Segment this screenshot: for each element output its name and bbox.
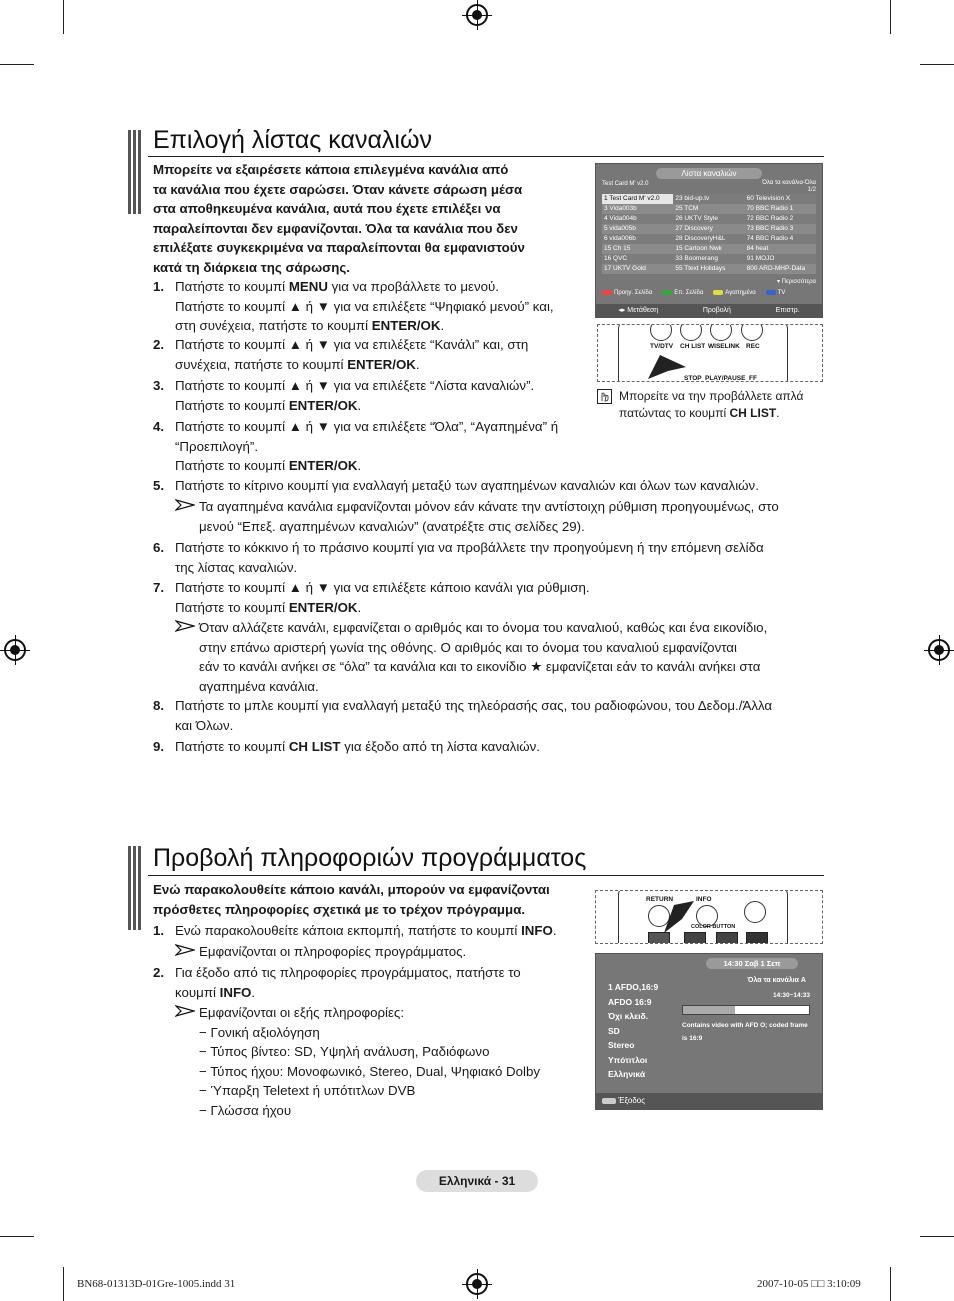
print-slug-right: 2007-10-05 □□ 3:10:09 — [757, 1278, 861, 1290]
note-arrow-icon — [175, 1005, 195, 1017]
key-name: ENTER/OK — [288, 397, 358, 413]
pointing-finger-icon — [660, 897, 700, 937]
step-number: 9. — [153, 739, 165, 754]
osd-title: Λίστα καναλιών — [656, 168, 762, 179]
remote-control-illustration — [595, 890, 823, 944]
info-list-item: − Τύπος ήχου: Μονοφωνικό, Stereo, Dual, Ψηφιακό Dolby — [199, 1063, 541, 1079]
section-rule — [148, 875, 824, 876]
channel-cell: 73 BBC Radio 3 — [745, 224, 816, 234]
channel-cell: 27 Discovery — [673, 224, 744, 234]
channel-cell: 55 Ttext Holidays — [673, 264, 744, 274]
section-marker — [128, 846, 142, 930]
note-2 — [175, 1003, 595, 1120]
step-number: 4. — [153, 419, 165, 434]
info-line: 1 AFDO,16:9 — [608, 982, 659, 992]
step-2 — [153, 963, 593, 1002]
crop-mark — [920, 1236, 954, 1237]
channel-cell: 5 vida005b — [602, 224, 673, 234]
step-text: Πατήστε το κουμπί — [175, 458, 289, 473]
step-text: Πατήστε το κίτρινο κουμπί για εναλλαγή μεταξύ των αγαπημένων καναλιών και όλων των καναλιών. — [175, 478, 759, 493]
note-1 — [175, 942, 595, 962]
key-name: INFO — [521, 923, 553, 938]
intro-line: τα κανάλια που έχετε σαρώσει. Όταν κάνετε σάρωση μέσα — [153, 181, 523, 197]
channel-cell: 33 Boomerang — [673, 254, 744, 264]
step-text: κουμπί — [175, 984, 220, 1000]
channel-cell: 72 BBC Radio 2 — [745, 214, 816, 224]
osd-legend — [602, 290, 816, 296]
tip-text: πατώντας το κουμπί — [619, 406, 730, 420]
remote-label: REC — [746, 343, 760, 350]
legend-item — [713, 290, 755, 296]
info-line: SD — [608, 1025, 620, 1036]
crop-mark — [920, 64, 954, 65]
intro-line: πρόσθετες πληροφορίες σχετικά με το τρέχον πρόγραμμα. — [153, 901, 526, 917]
osd-description — [682, 1019, 808, 1045]
osd-more: ▾ Περισσότερα — [776, 279, 816, 285]
step-text: Πατήστε το μπλε κουμπί για εναλλαγή μεταξύ της τηλεόρασής σας, του ραδιοφώνου, του Δεδομ./Άλλα — [175, 698, 773, 713]
legend-item — [766, 290, 786, 296]
registration-mark-icon — [466, 4, 488, 26]
step-1 — [153, 921, 593, 941]
tip-box — [597, 388, 827, 422]
color-button-blue — [746, 932, 768, 944]
step-text: Ενώ παρακολουθείτε κάποια εκπομπή, πατήστε το κουμπί — [175, 923, 522, 938]
channel-cell: 3 Vida003b — [602, 204, 673, 214]
step-text: Για έξοδο από τις πληροφορίες προγράμματος, πατήστε το — [175, 965, 521, 980]
registration-mark-icon — [4, 639, 26, 661]
info-line: Υπότιτλοι — [608, 1054, 648, 1065]
step-text: . — [415, 356, 420, 372]
info-list-item: − Γλώσσα ήχου — [199, 1102, 292, 1118]
osd-footer-item: ◂▸ Μετάθεση — [618, 307, 659, 314]
legend-label: TV — [777, 290, 786, 297]
channel-grid — [602, 194, 816, 274]
remote-control-illustration — [597, 324, 823, 382]
remote-label: TV/DTV — [650, 343, 674, 350]
key-name: ENTER/OK — [347, 356, 416, 372]
step-text: Πατήστε το κουμπί ▲ ή ▼ για να επιλέξετε “Ψηφιακό μενού” και, — [175, 298, 554, 314]
remote-label: FF — [749, 375, 757, 382]
step-number: 2. — [153, 965, 165, 980]
osd-footer-item: Επιστρ. — [775, 307, 800, 314]
remote-label: INFO — [696, 896, 712, 903]
program-info-osd — [595, 953, 823, 1110]
program-progress-fill — [683, 1006, 735, 1014]
step-text: συνέχεια, πατήστε το κουμπί — [175, 356, 348, 372]
channel-cell: 60 Television X — [745, 194, 816, 204]
step-text: . — [251, 984, 256, 1000]
channel-row[interactable] — [602, 254, 816, 264]
step-text: “Προεπιλογή”. — [175, 438, 259, 454]
channel-row[interactable] — [602, 264, 816, 274]
step-text: της λίστας καναλιών. — [175, 559, 298, 575]
note-text: Όταν αλλάζετε κανάλι, εμφανίζεται ο αριθμός και το όνομα του καναλιού, καθώς και ένα εικονίδιο, — [199, 620, 768, 635]
step-text: Πατήστε το κουμπί ▲ ή ▼ για να επιλέξετε “Λίστα καναλιών”. — [175, 378, 535, 393]
step-text: Πατήστε το κόκκινο ή το πράσινο κουμπί για να προβάλλετε την προηγούμενη ή την επόμενη σελίδα — [175, 540, 764, 555]
step-text: . — [357, 599, 362, 615]
step-number: 3. — [153, 378, 165, 393]
color-button-yellow — [716, 932, 738, 944]
step-text: . — [357, 397, 362, 413]
channel-cell: 15 Cartoon Nwk — [673, 244, 744, 254]
info-list-item: − Τύπος βίντεο: SD, Υψηλή ανάλυση, Ραδιόφωνο — [199, 1044, 490, 1059]
channel-row[interactable] — [602, 214, 816, 224]
step-text: Πατήστε το κουμπί ▲ ή ▼ για να επιλέξετε “Κανάλι” και, στη — [175, 337, 529, 352]
intro-line: επιλέξατε συγκεκριμένα να παραλείπονται θα εμφανιστούν — [153, 240, 525, 255]
info-line: Όχι κλειδ. — [608, 1011, 649, 1021]
page-number-badge: Ελληνικά - 31 — [416, 1170, 538, 1192]
step-2 — [153, 335, 593, 374]
channel-row[interactable] — [602, 224, 816, 234]
channel-row[interactable] — [602, 234, 816, 244]
step-6 — [153, 538, 833, 577]
step-number: 1. — [153, 923, 165, 938]
step-text: και Όλων. — [175, 717, 234, 733]
section-title-program-info: Προβολή πληροφοριών προγράμματος — [153, 844, 587, 872]
step-text: Πατήστε το κουμπί — [175, 397, 289, 413]
key-name: CH LIST — [729, 406, 777, 420]
remote-label: WISELINK — [708, 343, 740, 350]
note-text: μενού “Επεξ. αγαπημένων καναλιών” (ανατρέξτε στις σελίδες 29). — [199, 518, 585, 534]
note-text: Εμφανίζονται οι πληροφορίες προγράμματος. — [199, 944, 467, 959]
legend-label: Επ. Σελίδα — [674, 290, 704, 297]
remote-label: PLAY/PAUSE — [705, 375, 746, 382]
channel-cell: 91 MOJO — [745, 254, 816, 264]
crop-mark — [0, 1236, 34, 1237]
step-text: . — [357, 458, 362, 473]
tip-text: . — [776, 406, 780, 420]
channel-cell: 84 heat — [745, 244, 816, 254]
legend-label: Αγαπημένα — [725, 290, 756, 297]
note-text: Εμφανίζονται οι εξής πληροφορίες: — [199, 1005, 405, 1020]
channel-cell: 15 Ch 15 — [602, 244, 673, 254]
logo-button — [744, 901, 766, 923]
step-text: στη συνέχεια, πατήστε το κουμπί — [175, 318, 372, 333]
step-text: . — [552, 923, 557, 938]
osd-channels: Όλα τα κανάλια A — [747, 977, 806, 984]
channel-cell: 28 DiscoveryH&L — [673, 234, 744, 244]
remote-label: RETURN — [646, 896, 674, 903]
step-number: 2. — [153, 337, 165, 352]
registration-mark-icon — [928, 639, 950, 661]
remote-label: COLOR BUTTON — [691, 924, 736, 930]
osd-left-header: Test Card M' v2.0 — [602, 181, 649, 187]
exit-button-icon — [602, 1098, 616, 1104]
step-text: Πατήστε το κουμπί — [175, 599, 289, 615]
info-line: Stereo — [608, 1040, 635, 1050]
channel-cell: 6 vida006b — [602, 234, 673, 244]
intro-line: κατά τη διάρκεια της σάρωσης. — [153, 259, 350, 275]
channel-row[interactable] — [602, 194, 816, 204]
note-arrow-icon — [175, 499, 195, 511]
legend-item — [662, 290, 703, 296]
channel-list-osd — [595, 163, 823, 318]
note-7 — [175, 618, 835, 696]
osd-more-label: Περισσότερα — [781, 279, 816, 285]
note-text: εάν το κανάλι ανήκει σε “όλα” τα κανάλια και το εικονίδιο ★ εμφανίζεται εάν το κανάλι ανήκει στα — [199, 659, 761, 674]
registration-mark-icon — [466, 1273, 488, 1295]
key-name: ENTER/OK — [371, 318, 441, 333]
step-1 — [153, 277, 593, 336]
key-name: CH LIST — [288, 739, 341, 754]
intro-line: Ενώ παρακολουθείτε κάποιο κανάλι, μπορούν να εμφανίζονται — [153, 882, 550, 897]
intro-line: στα αποθηκευμένα κανάλια, αυτά που έχετε επιλέξει να — [153, 201, 501, 216]
intro-line: Μπορείτε να εξαιρέσετε κάποια επιλεγμένα κανάλια από — [153, 162, 509, 177]
channel-cell: 25 TCM — [673, 204, 744, 214]
intro-line: παραλείπονται δεν εμφανίζονται. Όλα τα κανάλια που δεν — [153, 220, 518, 236]
step-text: Πατήστε το κουμπί ▲ ή ▼ για να επιλέξετε “Όλα”, “Αγαπημένα” ή — [175, 419, 559, 434]
info-list-item: − Ύπαρξη Teletext ή υπότιτλων DVB — [199, 1083, 416, 1098]
channel-cell: 16 QVC — [602, 254, 673, 264]
osd-exit-bar — [596, 1093, 822, 1109]
exit-label: Έξοδος — [618, 1096, 646, 1105]
crop-mark — [0, 64, 34, 65]
section-marker — [128, 130, 142, 214]
key-name: ENTER/OK — [288, 458, 358, 473]
key-name: INFO — [219, 984, 252, 1000]
remote-label: CH LIST — [680, 343, 706, 350]
channel-cell: 70 BBC Radio 1 — [745, 204, 816, 214]
desc-line: Contains video with AFD O; coded frame — [682, 1022, 808, 1029]
step-9 — [153, 737, 833, 757]
section-rule — [148, 156, 824, 157]
note-5 — [175, 497, 835, 536]
step-5 — [153, 476, 833, 496]
info-list-item: − Γονική αξιολόγηση — [199, 1024, 320, 1040]
note-text: Τα αγαπημένα κανάλια εμφανίζονται μόνον εάν κάνατε την αντίστοιχη ρύθμιση προηγουμένως, στο — [199, 499, 779, 514]
note-arrow-icon — [175, 944, 195, 956]
channel-row[interactable] — [602, 244, 816, 254]
crop-mark — [890, 1267, 891, 1301]
key-name: MENU — [288, 279, 328, 294]
note-arrow-icon — [175, 620, 195, 632]
osd-info-lines — [608, 980, 658, 1082]
osd-footer — [596, 304, 822, 317]
channel-cell: 26 UKTV Style — [673, 214, 744, 224]
program-progress-bar — [682, 1005, 810, 1015]
osd-clock: 14:30 Σαβ 1 Σεπ — [706, 958, 798, 969]
channel-cell: 4 Vida004b — [602, 214, 673, 224]
step-text: Πατήστε το κουμπί — [175, 739, 289, 754]
print-slug-left: BN68-01313D-01Gre-1005.indd 31 — [77, 1278, 236, 1290]
intro-text — [153, 880, 593, 919]
step-number: 7. — [153, 580, 165, 595]
hand-note-icon — [597, 389, 612, 404]
channel-cell: 17 UKTV Gold — [602, 264, 673, 274]
step-text: . — [440, 318, 445, 333]
crop-mark — [63, 1267, 64, 1301]
legend-label: Προηγ. Σελίδα — [614, 290, 653, 297]
osd-time: 14:30~14:33 — [772, 992, 810, 999]
step-text: Πατήστε το κουμπί — [175, 279, 289, 294]
desc-line: is 16:9 — [682, 1035, 703, 1042]
step-8 — [153, 696, 833, 735]
step-number: 5. — [153, 478, 165, 493]
step-number: 1. — [153, 279, 165, 294]
channel-cell: 800 ARD-MHP-Data — [745, 264, 816, 274]
crop-mark — [890, 0, 891, 34]
step-number: 6. — [153, 540, 165, 555]
channel-row[interactable] — [602, 204, 816, 214]
channel-cell: 1 Test Card M' v2.0 — [602, 194, 673, 204]
osd-footer-item: Προβολή — [702, 307, 731, 314]
note-text: αγαπημένα κανάλια. — [199, 678, 319, 694]
osd-page: 1/2 — [807, 187, 816, 193]
channel-cell: 23 bid-up.tv — [673, 194, 744, 204]
remote-label: STOP — [684, 375, 702, 382]
channel-cell: 74 BBC Radio 4 — [745, 234, 816, 244]
step-text: για να προβάλλετε το μενού. — [327, 279, 499, 294]
crop-mark — [63, 0, 64, 34]
key-name: ENTER/OK — [288, 599, 358, 615]
osd-right-header: Όλα τα κανάλια-Όλα — [762, 180, 816, 186]
tip-text: Μπορείτε να την προβάλλετε απλά — [619, 389, 804, 403]
step-4 — [153, 417, 593, 476]
info-line: AFDO 16:9 — [608, 996, 652, 1007]
note-text: στην επάνω αριστερή γωνία της οθόνης. Ο αριθμός και το όνομα του καναλιού εμφανίζονται — [199, 639, 737, 655]
pointing-finger-icon — [646, 351, 696, 381]
step-3 — [153, 376, 593, 415]
step-text: Πατήστε το κουμπί ▲ ή ▼ για να επιλέξετε κάποιο κανάλι για ρύθμιση. — [175, 580, 590, 595]
intro-text — [153, 160, 593, 277]
step-number: 8. — [153, 698, 165, 713]
legend-item — [602, 290, 652, 296]
section-title-channel-list: Επιλογή λίστας καναλιών — [153, 126, 432, 154]
info-line: Ελληνικά — [608, 1069, 646, 1079]
step-7 — [153, 578, 833, 617]
step-text: για έξοδο από τη λίστα καναλιών. — [340, 739, 541, 754]
